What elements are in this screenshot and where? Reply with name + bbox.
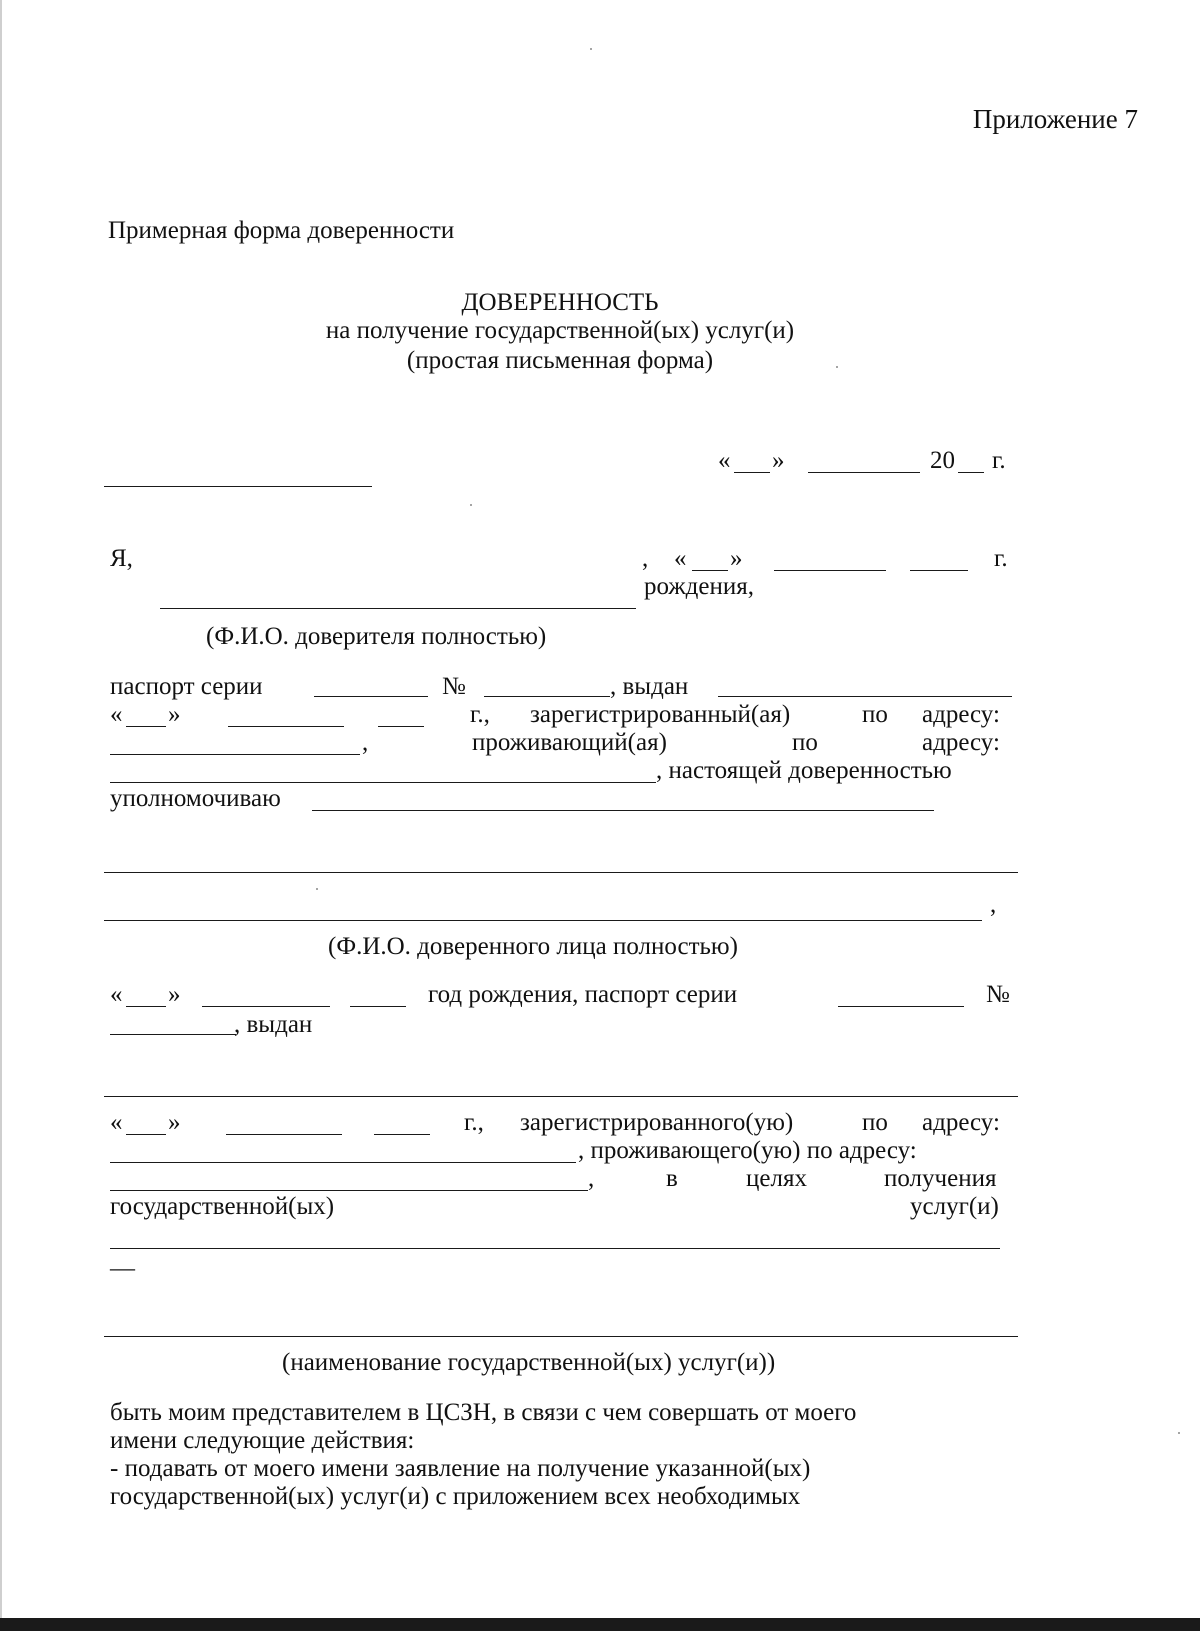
services-caption: (наименование государственной(ых) услуг(и)) xyxy=(282,1349,776,1376)
trustee-name-blank-1[interactable] xyxy=(312,810,934,811)
principal-birth-month-blank[interactable] xyxy=(774,570,886,571)
trustee-caption: (Ф.И.О. доверенного лица полностью) xyxy=(328,933,738,960)
date-year-suffix: г. xyxy=(992,447,1006,474)
services-blank-1[interactable] xyxy=(110,1248,1000,1249)
trustee-birth-year-blank[interactable] xyxy=(350,1006,406,1007)
passport-po: по xyxy=(862,701,888,728)
date-quote-close: » xyxy=(772,447,785,474)
trustee-passport-number-blank[interactable] xyxy=(110,1034,236,1035)
passport-number-blank[interactable] xyxy=(484,696,610,697)
passport-po2: по xyxy=(792,729,818,756)
passport-issuer-blank[interactable] xyxy=(718,696,1012,697)
trustee-g: г., xyxy=(464,1109,484,1136)
trustee-po: по xyxy=(862,1109,888,1136)
principal-born: рождения, xyxy=(644,573,754,600)
trustee-name-blank-3[interactable] xyxy=(104,920,982,921)
trustee-name-blank-2[interactable] xyxy=(104,872,1018,873)
principal-quote-open: « xyxy=(674,545,687,572)
place-blank[interactable] xyxy=(104,486,372,487)
trustee-comma: , xyxy=(990,891,997,918)
document-subtitle: на получение государственной(ых) услуг(и) xyxy=(325,317,795,344)
passport-date-day-blank[interactable] xyxy=(126,726,166,727)
passport-authorize: уполномочиваю xyxy=(110,785,281,812)
trustee-obtain: получения xyxy=(884,1165,997,1192)
passport-living: проживающий(ая) xyxy=(472,729,667,756)
living-address-blank[interactable] xyxy=(110,782,656,783)
services-blank-2[interactable] xyxy=(104,1336,1018,1337)
appendix-number: Приложение 7 xyxy=(972,104,1138,134)
trustee-issue-quote-close: » xyxy=(168,1109,181,1136)
principal-caption: (Ф.И.О. доверителя полностью) xyxy=(206,623,547,650)
passport-date-quote-open: « xyxy=(110,701,123,728)
scan-speck xyxy=(590,48,592,50)
trustee-services: услуг(и) xyxy=(910,1193,999,1220)
trustee-living: , проживающего(ую) по адресу: xyxy=(578,1137,917,1164)
body-line-1: быть моим представителем в ЦСЗН, в связи с чем совершать от моего xyxy=(110,1399,857,1426)
scan-speck xyxy=(316,888,318,890)
principal-g: г. xyxy=(994,545,1008,572)
passport-date-quote-close: » xyxy=(168,701,181,728)
trustee-number-sign: № xyxy=(986,981,1010,1008)
date-year-prefix: 20 xyxy=(930,447,955,474)
document-form-type: (простая письменная форма) xyxy=(406,347,714,374)
date-day-blank[interactable] xyxy=(734,472,770,473)
principal-name-blank[interactable] xyxy=(160,608,636,609)
registration-address-blank[interactable] xyxy=(110,754,360,755)
scan-speck xyxy=(470,504,472,506)
date-year-blank[interactable] xyxy=(958,472,984,473)
passport-series-blank[interactable] xyxy=(314,696,428,697)
passport-registered: зарегистрированный(ая) xyxy=(530,701,791,728)
trustee-issue-day-blank[interactable] xyxy=(126,1134,166,1135)
services-dash: — xyxy=(110,1255,135,1282)
passport-address: адресу: xyxy=(922,701,1000,728)
trustee-v: в xyxy=(666,1165,678,1192)
trustee-birth-day-blank[interactable] xyxy=(126,1006,166,1007)
trustee-registered: зарегистрированного(ую) xyxy=(520,1109,794,1136)
principal-birth-day-blank[interactable] xyxy=(692,570,728,571)
scan-speck xyxy=(1178,1432,1180,1434)
body-line-4: государственной(ых) услуг(и) с приложением всех необходимых xyxy=(110,1483,801,1510)
passport-address2: адресу: xyxy=(922,729,1000,756)
trustee-state: государственной(ых) xyxy=(110,1193,335,1220)
trustee-goals: целях xyxy=(746,1165,807,1192)
body-line-3: - подавать от моего имени заявление на получение указанной(ых) xyxy=(110,1455,811,1482)
date-month-blank[interactable] xyxy=(808,472,920,473)
passport-comma: , xyxy=(362,729,369,756)
trustee-birth-month-blank[interactable] xyxy=(202,1006,330,1007)
principal-comma: , xyxy=(642,545,649,572)
scan-left-edge xyxy=(0,0,2,1631)
trustee-birth-label: год рождения, паспорт серии xyxy=(428,981,738,1008)
passport-issued: , выдан xyxy=(610,673,689,700)
passport-by-this: , настоящей доверенностью xyxy=(656,757,952,784)
trustee-issue-year-blank[interactable] xyxy=(374,1134,430,1135)
passport-date-year-blank[interactable] xyxy=(378,726,424,727)
trustee-issuer-blank[interactable] xyxy=(104,1096,1018,1097)
trustee-registration-blank[interactable] xyxy=(110,1162,576,1163)
trustee-passport-series-blank[interactable] xyxy=(838,1006,964,1007)
trustee-date-quote-close: » xyxy=(168,981,181,1008)
form-description: Примерная форма доверенности xyxy=(108,217,455,244)
scan-bottom-edge xyxy=(0,1618,1200,1631)
passport-g: г., xyxy=(470,701,490,728)
trustee-issue-month-blank[interactable] xyxy=(226,1134,342,1135)
body-line-2: имени следующие действия: xyxy=(110,1427,415,1454)
trustee-comma2: , xyxy=(588,1165,595,1192)
passport-series-label: паспорт серии xyxy=(110,673,263,700)
date-quote-open: « xyxy=(718,447,731,474)
trustee-issue-quote-open: « xyxy=(110,1109,123,1136)
passport-date-month-blank[interactable] xyxy=(228,726,344,727)
trustee-living-blank[interactable] xyxy=(110,1190,588,1191)
principal-birth-year-blank[interactable] xyxy=(910,570,968,571)
scan-speck xyxy=(836,366,838,368)
principal-quote-close: » xyxy=(730,545,743,572)
trustee-date-quote-open: « xyxy=(110,981,123,1008)
trustee-issued: , выдан xyxy=(234,1011,313,1038)
passport-number-sign: № xyxy=(442,673,466,700)
trustee-address: адресу: xyxy=(922,1109,1000,1136)
principal-i: Я, xyxy=(110,545,133,572)
document-title: ДОВЕРЕННОСТЬ xyxy=(461,289,659,316)
